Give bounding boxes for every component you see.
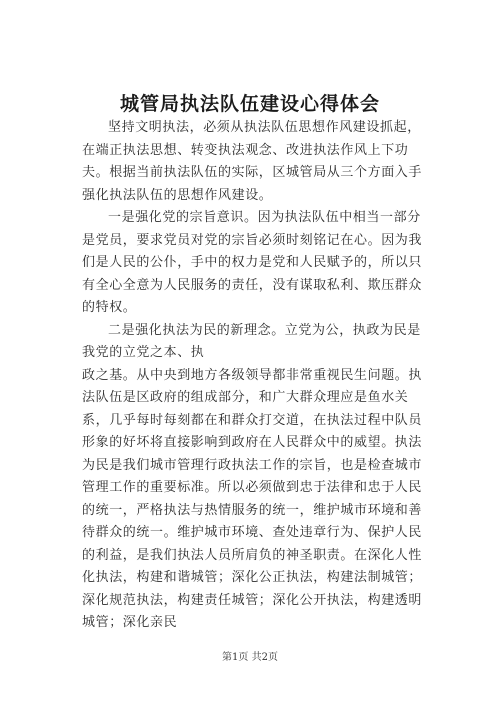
document-title: 城管局执法队伍建设心得体会 — [119, 93, 380, 115]
paragraph: 政之基。从中央到地方各级领导都非常重视民生问题。执法队伍是区政府的组成部分，和广大群众理应是鱼水关系，几乎每时每刻都在和群众打交道，在执法过程中队员形象的好坏将直接影响到政府在人民群众中的威望。执法为民是我们城市管理行政执法工作的宗旨，也是检查城市管理工作的重要标准。所以必须做到忠于法律和忠于人民的统一，严格执法与热情服务的统一，维护城市环境和善待群众的统一。维护城市环境、查处违章行为、保护人民的利益，是我们执法人员所肩负的神圣职责。在深化人性化执法，构建和谐城管；深化公正执法，构建法制城管；深化规范执法，构建责任城管；深化公开执法，构建透明城管；深化亲民 — [82, 367, 423, 630]
paragraph: 坚持文明执法，必须从执法队伍思想作风建设抓起，在端正执法思想、转变执法观念、改进执法作风上下功夫。根据当前执法队伍的实际，区城管局从三个方面入手强化执法队伍的思想作风建设。 — [82, 120, 423, 203]
page-number: 第1页 共2页 — [222, 652, 278, 663]
document-body — [82, 117, 434, 635]
paragraph: 二是强化执法为民的新理念。立党为公，执政为民是我党的立党之本、执 — [82, 322, 421, 360]
paragraph: 一是强化党的宗旨意识。因为执法队伍中相当一部分是党员，要求党员对党的宗旨必须时刻铭记在心。因为我们是人民的公仆，手中的权力是党和人民赋予的，所以只有全心全意为人民服务的责任，没有谋取私利、欺压群众的特权。 — [82, 210, 423, 315]
